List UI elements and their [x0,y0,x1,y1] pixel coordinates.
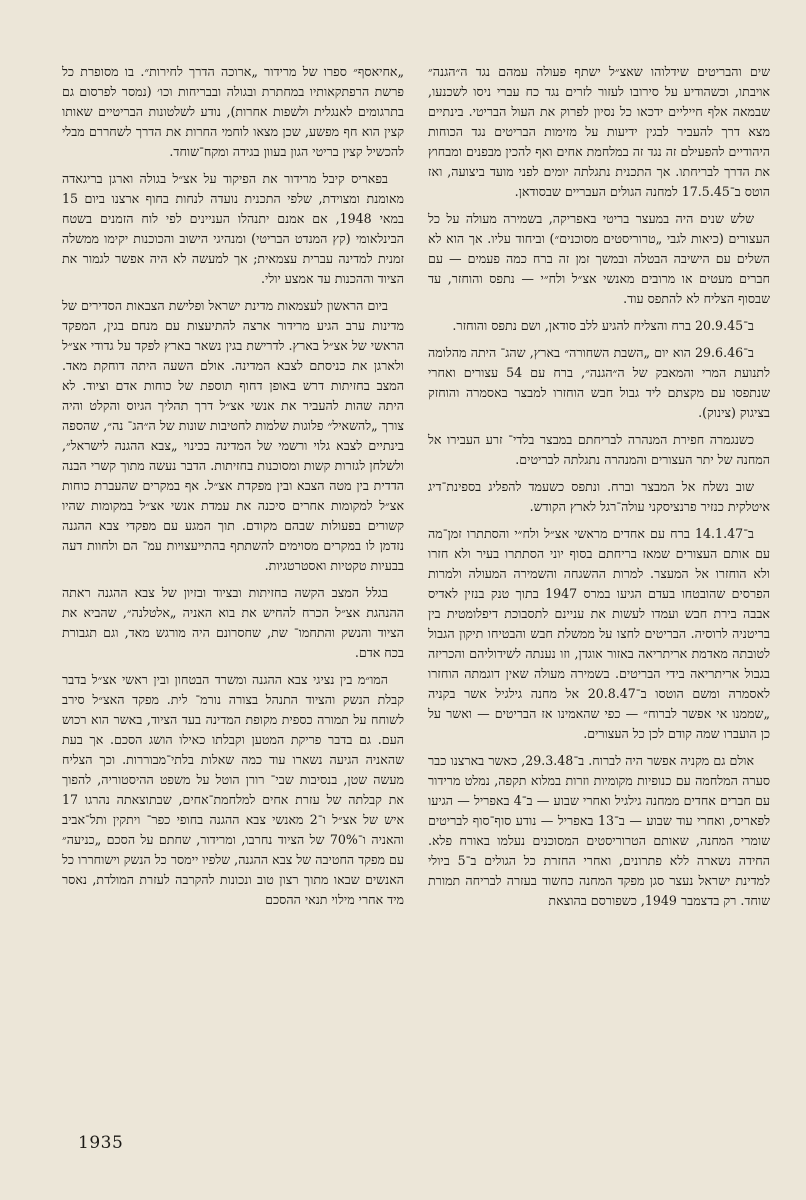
right-text-column [428,62,770,918]
paragraph: ביום הראשון לעצמאות מדינת ישראל ופלישת הצבאות הסדירים של מדינות ערב הגיע מרידור ארצה להתיעצות עם מנחם בגין, המפקד הראשי של אצ״ל בארץ. לדרישת בגין נשאר בארץ לפקד על גדודי אצ״ל ולארגן את כניסתם לצבא המדינה. אולם השעה היתה דוחקת מאד. המצב בחזיתות דרש באופן דחוף תוספת של כוחות אדם וציוד. לא היתה שהות להעביר את אנשי אצ״ל דרך תהליך הגיוס והקלט והיה צורך „להשאיל״ פלוגות שלמות לחטיבות שונות של ה״הג־ נה״, שהספה בינתיים לצבא גלוי ורשמי של המדינה בכינוי „צבא ההגנה לישראל״, ולשלחן לגזרות קשות ומסוכנות בחזיתות. הדבר נעשה מתוך קשרי הבנה הדדית בין מטה הצבא ובין מפקדת אצ״ל. אף במקרים שהעברת כוחות אצ״ל למקומות אחרים סיכנה את עמדת אנשי אצ״ל במקומות שהיו קשורים בפעולות שבהם מקודם. תוך המגע עם מפקדי צבא ההגנה נזדמן לו במקרים מסוימים להשתתף בהתייעצויות עמ־ הם ולחוות דעה בבעיות טקטיות ואסטרטגיות. [62,298,404,573]
paragraph: ב־29.6.46 הוא יום „השבת השחורה״ בארץ, שהג־ היתה מהלומה לתנועת המרי והמאבק של ה״הגנה״, ברח עם 54 עצורים ואחרי שנתפסו עם מקצתם ליד גבול חבש הוחזרו למבצר באסמרה והוחזק בציגוק (צינוק). [428,345,770,420]
left-text-column [62,62,404,917]
paragraph: בגלל המצב הקשה בחזיתות ובציוד ובזיון של צבא ההגנה ראתה ההנהגת אצ״ל הכרח להחיש את בוא האניה „אלטלנה״, שהביא את הציוד והנשק והתחמו־ שת, שחסרונם היה מורגש מאד, וגם תגבורת בכח אדם. [62,585,404,660]
paragraph: כשנגמרה חפירת המנהרה לבריחתם במבצר בלדי־ זרע העבירו אל המחנה של יתר העצורים והמנהרה נתגלתה לבריטים. [428,432,770,467]
paragraph: ב־20.9.45 ברח והצליח להגיע ללב סודאן, ושם נתפס והוחזר. [452,318,754,333]
paragraph: בפאריס קיבל מרידור את הפיקוד על אצ״ל בגולה וארגן בריגאדה מאומנת ומצוידת, שלפי התכנית נועדה לנחות בחוף ארצנו ביום 15 במאי 1948, אם אמנם יתנהלו העניינים לפי לוח הזמנים בשטח הבינלאומי (קץ המנדט הבריטי) ומנהיגי הישוב והכוכנות יקימו ממשלה זמנית למדינה עברית עצמאית; אך למעשה לא היה אפשר לגמור את הציוד וההכנות עד אמצע יולי. [62,171,404,286]
paragraph: שים והבריטים שידלוהו שאצ״ל ישתף פעולה עמהם נגד ה״הגנה״ אויבתו, וכשהודיע על סירובו לעזור לזרים נגד כח עברי ניסו לשכנעו, שבמאה אלף חייליים ידכאו כל נסיון לפרוק את העול הבריטי. בינתיים מצא דרך להעביר לבגין ידיעות על מזימות הבריטים נגד הכוחות היהודיים להפעילם זה נגד זה במלחמת אחים ואף להכין מבפנים ומבחוץ את הדרך לבריחתו. אך התכנית נתגלתה יומים לפני מועד ביצועה, ואז הוטס ב־17.5.45 למחנה הגולים העבריים שבסודאן. [428,64,770,199]
page-number: 1935 [78,1133,124,1153]
paragraph: ב־14.1.47 ברח עם אחדים מראשי אצ״ל ולח״י והסתתרו זמן־מה עם אותם העצורים שמאז בריחתם בסוף יוני הסתתרו בעיר ולא חזרו ולא הוחזרו אל המעצר. למרות ההשגחה והשמירה המעולה ולמרות הפרסים שהובטחו בעדם הגיעו במרס 1947 בתוך טנק בנזין לאדיס אבבה בירת חבש ועמדו לעשות את עניינם לתסבוכת דיפלומטית בין בריטניה לרוסיה. הבריטים לחצו על ממשלת חבש והבטיחו תיקון הגבול לטובתה מאדמת אריתריאה באזור אוגדן, וזו נענתה לשידוליהם והכריזה בגבול אריתריאה בידי הבריטים. בשמירה מעולה שאין דוגמתה הוחזרו לאסמרה ומשם הוטסו ב־20.8.47 אל מחנה גילגיל אשר בקניה „שממנו אי אפשר לברוח״ — כפי שהאמינו אז הבריטים — ואשר על כן הועברו שמה קודם לכן כל העצורים. [428,526,770,741]
paragraph: שוב נשלח אל המבצר וברח. ונתפס כשעמד להפליג בספינת־דיג איטלקית כנזיר פרנציסקני עולה־רגל לארץ הקודש. [428,479,770,514]
paragraph: המו״מ בין נציגי צבא ההגנה ומשרד הבטחון ובין ראשי אצ״ל בדבר קבלת הנשק והציוד התנהל בצורה נורמ־ לית. מפקד האצ״ל סירב לשוחח על תמורה כספית מקופת המדינה בעד הציוד, באשר הוא רכוש העם. גם בדבר פריקת המטען וקבלתו כאילו הושג הסכם. אך בעת שהאניה הגיעה נשארו עוד כמה שאלות בלתי־מבוררות. וכך הצליח מעשה שטן, בנסיבות שבי־ רורן הוטל על משפט ההיסטוריה, להפוך את קבלתה של עזרת אחים למלחמת־אחים, שבתוצאתה נהרגו 17 איש של אצ״ל ו־2 מאנשי צבא ההגנה בחופי כפר־ ויתקין ותל־אביב והאניה ו־70% של הציוד נחרבו, ומרידור, שחתם על הסכם „כניעה״ עם מפקד החטיבה של צבא ההגנה, שלפיו יימסר כל הנשק וישוחררו כל האנשים שבאו מתוך רצון טוב ונכונות להקרבה לעזרת המולדת, נאסר מיד אחרי מילוי תנאי ההסכם [62,672,405,907]
paragraph: „אחיאסף״ ספרו של מרידור „ארוכה הדרך לחירות״. בו מסופרת כל פרשת הרפתקאותיו במחתרת ובגולה ובבריחות וכו׳ (נמסר לפרסום גם בתרגומים לאנגלית ולשפות אחרות), נודע לשלטונות הבריטיים שאותו קצין הוא חף מפשע, שכן מצאו לוחמי החרות את הדרך לשחררם מבלי להכשיל קצין בריטי הגון בעוון בגידה ומקח־שוחד. [62,64,404,159]
paragraph: אולם גם מקניה אפשר היה לברוח. ב־29.3.48, כאשר בארצנו כבר סערה המלחמה עם כנופיות מקומיות וזרות במלוא תקפה, נמלט מרידור עם חברים אחדים ממחנה גילגיל ואחרי שבוע — ב־4 באפריל — הגיעו לפאריס, ואחרי עוד שבוע — ב־13 באפריל — נודע סוף־סוף לבריטים שומרי המחנה, שאותם הטרוריסטים המסוכנים נעלמו באורח פלא. החידה נשארה ללא פתרונים, ואחרי החזרת כל הגולים ב־5 ביולי למדינת ישראל נעצר סגן מפקד המחנה כחשוד בעזרה לבריחה תמורת שוחד. רק בדצמבר 1949, כשפורסם בהוצאת [428,753,770,908]
paragraph: שלש שנים היה במעצר בריטי באפריקה, בשמירה מעולה על כל העצורים (כיאות לגבי „טרוריסטים מסוכנים״) וביחוד עליו. אך הוא לא השלים עם הישיבה הבטלה ובמשך זמן זה ברח כמה פעמים — עם חברים מעטים או מרובים מאנשי אצ״ל ולח״י — נתפס והוחזר, עד שבסוף הצליח לא להתפס עוד. [428,211,770,306]
